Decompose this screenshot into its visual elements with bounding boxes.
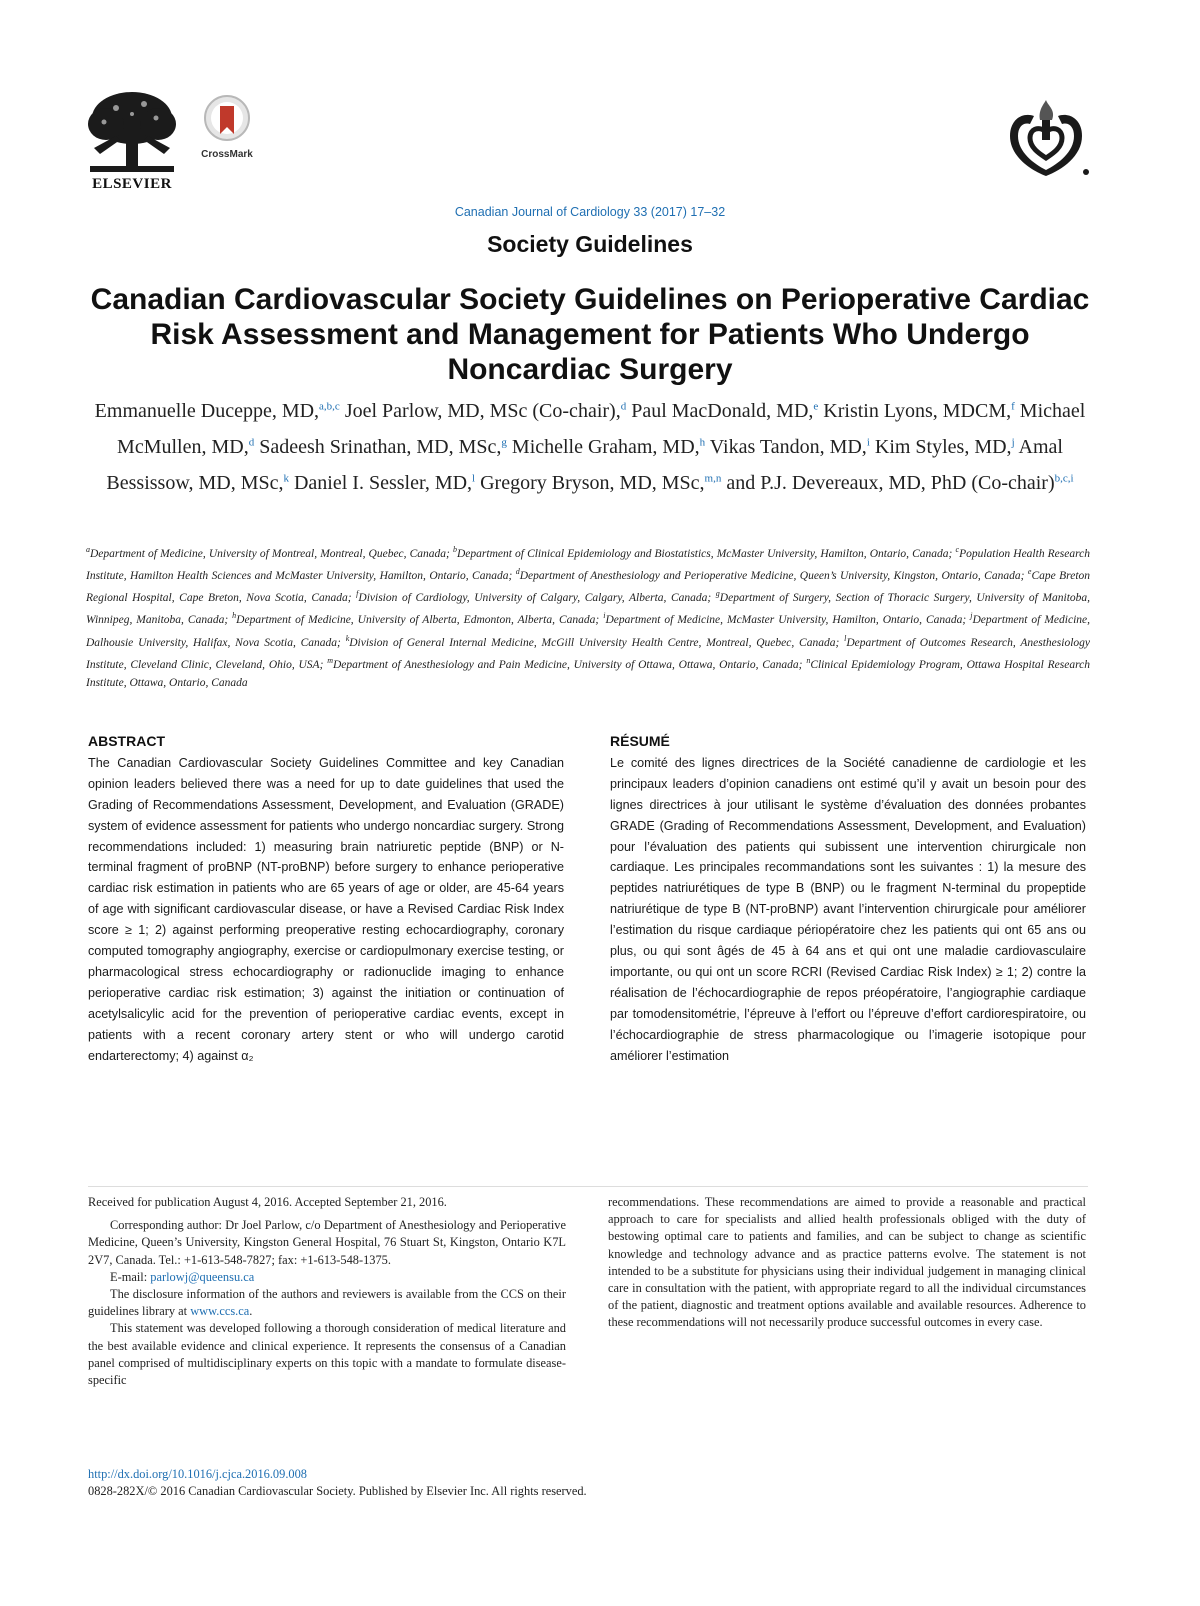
author-affiliation-marker[interactable]: f [1011, 400, 1015, 413]
corresponding-author: Corresponding author: Dr Joel Parlow, c/o Department of Anesthesiology and Perioperative Medicine, Queen’s University, Kingston General Hospital, 76 Stuart St, Kingston, Ontario K7L 2V7, Canada. Tel.: +1-613-548-7827; fax: +1-613-548-1375. [88, 1218, 566, 1267]
author-name: Paul MacDonald, MD, [631, 400, 814, 422]
affiliation-text: Department of Surgery, Section of Thoracic Surgery, University of Manitoba, Winnipeg, Manitoba, Canada; [86, 592, 1091, 627]
author-name: Vikas Tandon, MD, [709, 436, 867, 458]
affiliation-marker: a [86, 545, 90, 554]
affiliation-text: Department of Clinical Epidemiology and Biostatistics, McMaster University, Hamilton, Ontario, Canada; [457, 547, 953, 560]
affiliation-marker: h [232, 611, 237, 621]
affiliation-text: Cape Breton Regional Hospital, Cape Breton, Nova Scotia, Canada; [86, 569, 1091, 605]
footnotes-left [88, 1194, 566, 1389]
disclosure-end: . [249, 1304, 253, 1319]
email-line [88, 1269, 566, 1286]
author-name: Michelle Graham, MD, [511, 436, 700, 458]
abstract-french [610, 731, 1086, 1067]
elsevier-logo [86, 88, 178, 194]
affiliation-marker: l [844, 633, 847, 643]
received-date: Received for publication August 4, 2016. Accepted September 21, 2016. [88, 1195, 447, 1209]
author-name: Kim Styles, MD, [874, 436, 1012, 458]
affiliation-marker: b [453, 545, 457, 554]
elsevier-wordmark: ELSEVIER [92, 176, 172, 192]
affiliation-text: Department of Anesthesiology and Perioperative Medicine, Queen’s University, Kingston, Ontario, Canada; [519, 569, 1025, 582]
ccs-website-link[interactable]: www.ccs.ca [190, 1304, 250, 1319]
affiliation-marker: g [715, 589, 720, 599]
author-affiliation-marker[interactable]: d [248, 436, 255, 449]
author-name: Gregory Bryson, MD, MSc, [480, 472, 705, 494]
author-affiliation-marker[interactable]: a,b,c [319, 400, 340, 413]
crossmark-label: CrossMark [201, 149, 253, 160]
author-name: Daniel I. Sessler, MD, [293, 472, 473, 494]
affiliation-marker: k [345, 633, 350, 643]
footnotes-right [608, 1194, 1086, 1332]
author-name: Emmanuelle Duceppe, MD, [94, 400, 320, 422]
affiliation-text: Department of Medicine, University of Montreal, Montreal, Quebec, Canada; [90, 547, 450, 560]
email-label: E-mail: [110, 1269, 148, 1284]
disclosure-note [88, 1286, 566, 1320]
doi-link[interactable]: http://dx.doi.org/10.1016/j.cjca.2016.09.008 [88, 1467, 308, 1481]
resume-text: Le comité des lignes directrices de la Société canadienne de cardiologie et les principaux leaders d’opinion canadiens ont estimé qu’il y avait un besoin pour des lignes directrices à jour utilisant le système d’évaluation des données probantes GRADE (Grading of Recommendations Assessment, Development, and Evaluation) pour l’évaluation des patients qui subissent une intervention chirurgicale non cardiaque. Les principales recommandations sont les suivantes : 1) la mesure des peptides natriurétiques de type B (BNP) ou le fragment N-terminal du propeptide natriurétique de type B (NT-proBNP) avant l’intervention chirurgicale pour améliorer l’estimation du risque cardiaque périopératoire chez les patients qui ont 65 ans ou plus, ou qui sont âgés de 45 à 64 ans et qui ont une maladie cardiovasculaire importante, ou qui ont un score RCRI (Revised Cardiac Risk Index) ≥ 1; 2) contre la réalisation de l’échocardiographie de repos préopératoire, l’angiographie cardiaque par tomodensitométrie, l’épreuve à l’effort ou l’épreuve d’effort cardiorespiratoire, ou l’échocardiographie de stress pharmacologique ou l’imagerie isotopique pour améliorer l’estimation [610, 755, 1086, 1063]
author-affiliation-marker[interactable]: e [813, 400, 819, 413]
affiliation-marker: c [955, 545, 960, 554]
affiliation-text: Department of Outcomes Research, Anesthesiology Institute, Cleveland Clinic, Cleveland, Ohio, USA; [86, 636, 1090, 671]
affiliation-text: Division of Cardiology, University of Calgary, Calgary, Alberta, Canada; [358, 592, 712, 605]
crossmark-badge[interactable] [196, 94, 258, 160]
elsevier-tree-icon [86, 88, 178, 174]
author-name: Sadeesh Srinathan, MD, MSc, [259, 436, 502, 458]
author-affiliation-marker[interactable]: b,c,i [1054, 472, 1074, 485]
abstract-heading: ABSTRACT [88, 733, 165, 749]
article-title: Canadian Cardiovascular Society Guidelines on Perioperative Cardiac Risk Assessment and Management for Patients Who Undergo Noncardiac Surgery [90, 283, 1090, 386]
affiliation-text: Department of Medicine, McMaster University, Hamilton, Ontario, Canada; [605, 614, 967, 627]
author-affiliation-marker[interactable]: g [501, 436, 507, 449]
author-name: Michael McMullen, MD, [117, 400, 1086, 458]
disclosure-text: The disclosure information of the authors and reviewers is available from the CCS on their guidelines library at [88, 1287, 566, 1319]
author-list [90, 393, 1090, 501]
statement-note-left: This statement was developed following a thorough consideration of medical literature and the best available evidence and clinical experience. It represents the consensus of a Canadian panel comprised of multidisciplinary experts on this topic with a mandate to formulate disease-specific [88, 1321, 566, 1388]
author-affiliation-marker[interactable]: h [699, 436, 706, 449]
resume-heading: RÉSUMÉ [610, 733, 670, 749]
author-name: and P.J. Devereaux, MD, PhD (Co-chair) [726, 472, 1055, 494]
author-affiliation-marker[interactable]: d [620, 400, 627, 413]
affiliation-text: Department of Medicine, University of Alberta, Edmonton, Alberta, Canada; [236, 614, 600, 627]
affiliation-marker: j [970, 611, 973, 621]
affiliation-text: Division of General Internal Medicine, McGill University Health Centre, Montreal, Quebec, Canada; [349, 636, 840, 649]
journal-citation[interactable]: Canadian Journal of Cardiology 33 (2017) 17–32 [454, 205, 726, 219]
author-affiliation-marker[interactable]: j [1011, 436, 1015, 449]
affiliation-text: Clinical Epidemiology Program, Ottawa Hospital Research Institute, Ottawa, Ontario, Canada [86, 658, 1091, 689]
affiliation-text: Department of Medicine, Dalhousie University, Halifax, Nova Scotia, Canada; [86, 614, 1091, 649]
affiliation-text: Population Health Research Institute, Hamilton Health Sciences and McMaster University, Hamilton, Ontario, Canada; [86, 547, 1091, 582]
email-link[interactable]: parlowj@queensu.ca [150, 1269, 255, 1284]
affiliation-text: Department of Anesthesiology and Pain Medicine, University of Ottawa, Ottawa, Ontario, Canada; [333, 658, 803, 671]
affiliation-marker: n [806, 655, 811, 665]
author-name: Amal Bessissow, MD, MSc, [106, 436, 1063, 494]
affiliation-marker: f [356, 589, 359, 599]
author-affiliation-marker[interactable]: l [472, 472, 476, 485]
footnote-divider [88, 1186, 1088, 1187]
affiliation-marker: e [1027, 567, 1032, 577]
crossmark-bookmark-icon [203, 94, 251, 146]
author-affiliation-marker[interactable]: i [866, 436, 870, 449]
copyright-line: 0828-282X/© 2016 Canadian Cardiovascular Society. Published by Elsevier Inc. All rights reserved. [88, 1484, 587, 1498]
ccs-heart-torch-icon [1000, 98, 1092, 178]
author-name: Joel Parlow, MD, MSc (Co-chair), [344, 400, 621, 422]
author-affiliation-marker[interactable]: m,n [704, 472, 722, 485]
affiliation-list [86, 541, 1090, 692]
section-label: Society Guidelines [487, 231, 693, 257]
author-name: Kristin Lyons, MDCM, [823, 400, 1012, 422]
affiliation-marker: m [327, 655, 333, 665]
affiliation-marker: i [603, 611, 606, 621]
statement-note-right: recommendations. These recommendations are aimed to provide a reasonable and practical approach to care for specialists and allied health professionals obliged with the duty of bestowing optimal care to patients and families, and can be subject to change as scientific knowledge and technology advance and as practice patterns evolve. The statement is not intended to be a substitute for physicians using their individual judgement in managing clinical care in consultation with the patient, with appropriate regard to all the individual circumstances of the patient, diagnostic and treatment options available and available resources. Adherence to these recommendations will not necessarily produce successful outcomes in every case. [608, 1195, 1086, 1330]
abstract-text: The Canadian Cardiovascular Society Guidelines Committee and key Canadian opinion leaders believed there was a need for up to date guidelines that used the Grading of Recommendations Assessment, Development, and Evaluation (GRADE) system of evidence assessment for patients who undergo noncardiac surgery. Strong recommendations included: 1) measuring brain natriuretic peptide (BNP) or N-terminal fragment of proBNP (NT-proBNP) before surgery to enhance perioperative cardiac risk estimation in patients who are 65 years of age or older, are 45-64 years of age with significant cardiovascular disease, or have a Revised Cardiac Risk Index score ≥ 1; 2) against performing preoperative resting echocardiography, coronary computed tomography angiography, exercise or cardiopulmonary exercise testing, or pharmacological stress echocardiography or radionuclide imaging to enhance perioperative cardiac risk estimation; 3) against the initiation or continuation of acetylsalicylic acid for the prevention of perioperative cardiac events, except in patients with a recent coronary artery stent or who will undergo carotid endarterectomy; 4) against α₂ [88, 755, 564, 1063]
affiliation-marker: d [515, 567, 520, 577]
abstract-english [88, 731, 564, 1067]
author-affiliation-marker[interactable]: k [283, 472, 289, 485]
